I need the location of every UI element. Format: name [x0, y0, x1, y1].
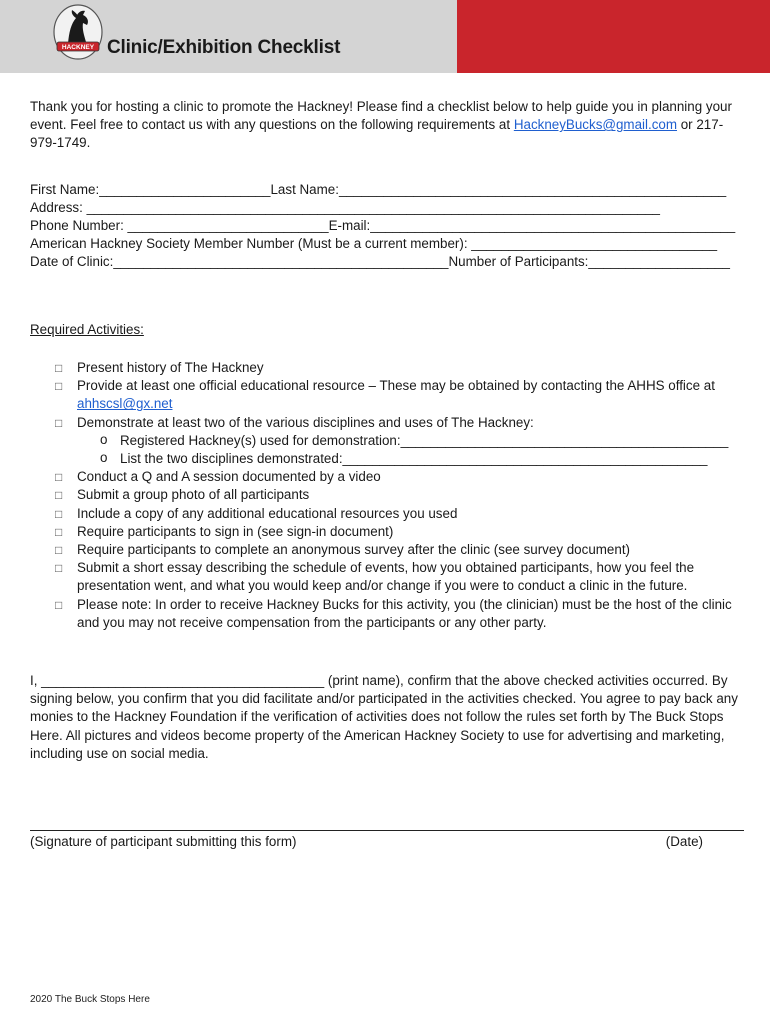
date-label: (Date): [665, 834, 703, 849]
date-of-clinic-field[interactable]: Date of Clinic:_____________________________________________: [30, 254, 449, 269]
checklist-item: [55, 541, 755, 559]
name-fields-line: [30, 181, 726, 199]
intro-text-end: or 217-979-1749.: [30, 117, 724, 151]
checklist-item-text: Present history of The Hackney: [77, 360, 264, 375]
checklist-item-text: Submit a group photo of all participants: [77, 487, 310, 503]
participants-count-field[interactable]: Number of Participants:___________________: [448, 254, 730, 269]
checklist-item-text: Submit a short essay describing the schedule of events, how you obtained participants, how you feel the presentation went, and what you would keep and/or change if you were to conduct a clinic in the future.: [77, 560, 695, 594]
page-title: Clinic/Exhibition Checklist: [107, 37, 341, 58]
checklist-item-text: Require participants to sign in (see sign-in document): [77, 523, 394, 539]
contact-email-link[interactable]: HackneyBucks@gmail.com: [513, 117, 678, 133]
intro-paragraph: [30, 98, 746, 153]
checklist-item-text: Include a copy of any additional educational resources you used: [77, 505, 458, 521]
page-footer: 2020 The Buck Stops Here: [30, 994, 150, 1005]
contact-fields-line: [30, 217, 735, 235]
intro-text: Thank you for hosting a clinic to promote the Hackney! Please find a checklist below to help guide you in planning your event. Feel free to contact us with any questions on the following requirements at: [30, 99, 732, 133]
checklist-item: [55, 468, 755, 486]
checklist-item-text: Provide at least one official educational resource – These may be obtained by contacting the AHHS office at: [77, 378, 715, 394]
checklist-item: [55, 359, 755, 377]
checklist-item-text: Please note: In order to receive Hackney Bucks for this activity, you (the clinician) must be the host of the clinic and you may not receive compensation from the participants or any other party.: [77, 596, 732, 630]
checkbox-icon[interactable]: □: [55, 415, 63, 430]
checkbox-icon[interactable]: □: [55, 524, 63, 539]
checkbox-icon[interactable]: □: [55, 488, 63, 503]
confirmation-paragraph: I, ______________________________________ (print name), confirm that the above checked activities occurred. By signing below, you confirm that you did facilitate and/or participated in the activities checked. You agree to pay back any monies to the Hackney Foundation if the verification of activities does not follow the rules set forth by The Buck Stops Here. All pictures and videos become property of the American Hackney Society to use for advertising and marketing, including use on social media.: [30, 673, 738, 761]
checklist-item: [55, 505, 755, 523]
ahhs-email-link[interactable]: ahhscsl@gx.net: [77, 396, 173, 412]
checklist-item-text: Demonstrate at least two of the various disciplines and uses of The Hackney:: [77, 414, 534, 430]
required-activities-list: [55, 359, 755, 632]
required-activities-heading: Required Activities:: [30, 322, 144, 337]
last-name-field[interactable]: Last Name:____________________________________________________: [270, 182, 727, 197]
phone-number-field[interactable]: Phone Number: ___________________________: [30, 218, 329, 233]
checklist-item: [55, 596, 755, 632]
sub-bullet-icon: o: [100, 431, 108, 447]
email-field[interactable]: E-mail:_________________________________________________: [328, 218, 736, 233]
address-field[interactable]: Address: _____________________________________________________________________________: [30, 200, 661, 215]
first-name-field[interactable]: First Name:_______________________: [30, 182, 271, 197]
checkbox-icon[interactable]: □: [55, 506, 63, 521]
checkbox-icon[interactable]: □: [55, 361, 63, 375]
checklist-item: [55, 559, 755, 595]
checkbox-icon[interactable]: □: [55, 597, 63, 612]
checkbox-icon[interactable]: □: [55, 379, 63, 394]
checklist-item: [55, 414, 755, 432]
hackney-horse-logo-icon: [52, 2, 104, 62]
page-header: [0, 0, 770, 73]
checklist-subitem: [55, 432, 755, 450]
checklist-subitem: [55, 450, 755, 468]
signature-label: (Signature of participant submitting this form): [30, 834, 297, 849]
checkbox-icon[interactable]: □: [55, 543, 63, 558]
checklist-item: [55, 486, 755, 504]
checklist-item: [55, 377, 755, 413]
sub-bullet-icon: o: [100, 450, 108, 466]
disciplines-field[interactable]: List the two disciplines demonstrated:_________________________________________________: [120, 451, 708, 467]
registered-hackney-field[interactable]: Registered Hackney(s) used for demonstration:____________________________________________: [120, 432, 729, 448]
checkbox-icon[interactable]: □: [55, 470, 63, 485]
checklist-item-text: Conduct a Q and A session documented by a video: [77, 469, 381, 485]
logo-text: HACKNEY: [61, 44, 95, 52]
checklist-item-text: Require participants to complete an anonymous survey after the clinic (see survey document): [77, 542, 631, 558]
checklist-item: [55, 523, 755, 541]
checkbox-icon[interactable]: □: [55, 561, 63, 576]
clinic-fields-line: [30, 253, 730, 271]
member-number-field[interactable]: American Hackney Society Member Number (Must be a current member): _________________________________: [30, 236, 718, 251]
header-red-band: [457, 0, 770, 73]
signature-line[interactable]: [30, 830, 744, 831]
